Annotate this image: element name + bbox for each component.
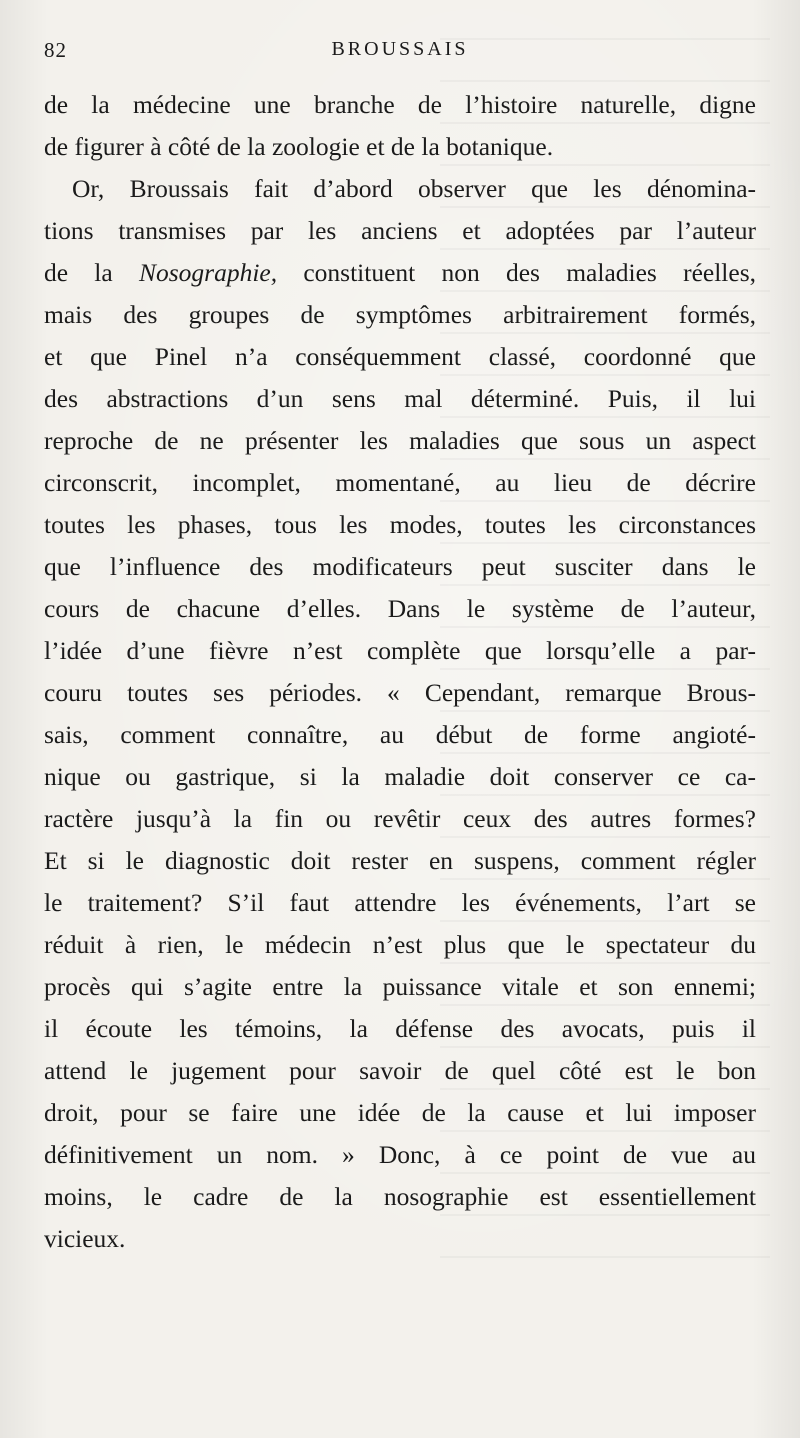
text-line: sais, comment connaître, au début de forme angioté- xyxy=(44,720,756,749)
text-line: toutes les phases, tous les modes, toutes les circonstances xyxy=(44,510,756,539)
page-header xyxy=(44,38,756,68)
text-line: le traitement? S’il faut attendre les événements, l’art se xyxy=(44,888,756,917)
page-number: 82 xyxy=(44,38,67,62)
body-text xyxy=(44,84,756,1260)
text-line: attend le jugement pour savoir de quel côté est le bon xyxy=(44,1056,756,1085)
text-line: des abstractions d’un sens mal déterminé. Puis, il lui xyxy=(44,384,756,413)
text-line: ractère jusqu’à la fin ou revêtir ceux des autres formes? xyxy=(44,804,756,833)
text-line: reproche de ne présenter les maladies que sous un aspect xyxy=(44,426,756,455)
text-line: tions transmises par les anciens et adoptées par l’auteur xyxy=(44,216,756,245)
text-line: et que Pinel n’a conséquemment classé, coordonné que xyxy=(44,342,756,371)
text-line: nique ou gastrique, si la maladie doit conserver ce ca- xyxy=(44,762,756,791)
text-fragment: de la xyxy=(44,258,113,287)
text-line: réduit à rien, le médecin n’est plus que le spectateur du xyxy=(44,930,756,959)
text-line: l’idée d’une fièvre n’est complète que lorsqu’elle a par- xyxy=(44,636,756,665)
text-line: Et si le diagnostic doit rester en suspens, comment régler xyxy=(44,846,756,875)
text-line: que l’influence des modificateurs peut susciter dans le xyxy=(44,552,756,581)
text-line: cours de chacune d’elles. Dans le système de l’auteur, xyxy=(44,594,756,623)
text-line xyxy=(44,252,756,294)
text-line: couru toutes ses périodes. « Cependant, remarque Brous- xyxy=(44,678,756,707)
text-line: Or, Broussais fait d’abord observer que les dénomina- xyxy=(72,174,756,203)
text-line: droit, pour se faire une idée de la cause et lui imposer xyxy=(44,1098,756,1127)
running-head: BROUSSAIS xyxy=(331,38,469,60)
book-title: Nosographie, xyxy=(138,258,278,287)
text-line: circonscrit, incomplet, momentané, au lieu de décrire xyxy=(44,468,756,497)
text-line: de figurer à côté de la zoologie et de la botanique. xyxy=(44,132,554,161)
text-line: vicieux. xyxy=(44,1224,126,1253)
text-line: de la médecine une branche de l’histoire naturelle, digne xyxy=(44,90,756,119)
text-line: il écoute les témoins, la défense des avocats, puis il xyxy=(44,1014,756,1043)
text-line: procès qui s’agite entre la puissance vitale et son ennemi; xyxy=(44,972,756,1001)
text-line: moins, le cadre de la nosographie est essentiellement xyxy=(44,1182,756,1211)
text-fragment: constituent non des maladies réelles, xyxy=(303,258,757,287)
text-line: mais des groupes de symptômes arbitrairement formés, xyxy=(44,300,756,329)
text-line: définitivement un nom. » Donc, à ce point de vue au xyxy=(44,1140,756,1169)
